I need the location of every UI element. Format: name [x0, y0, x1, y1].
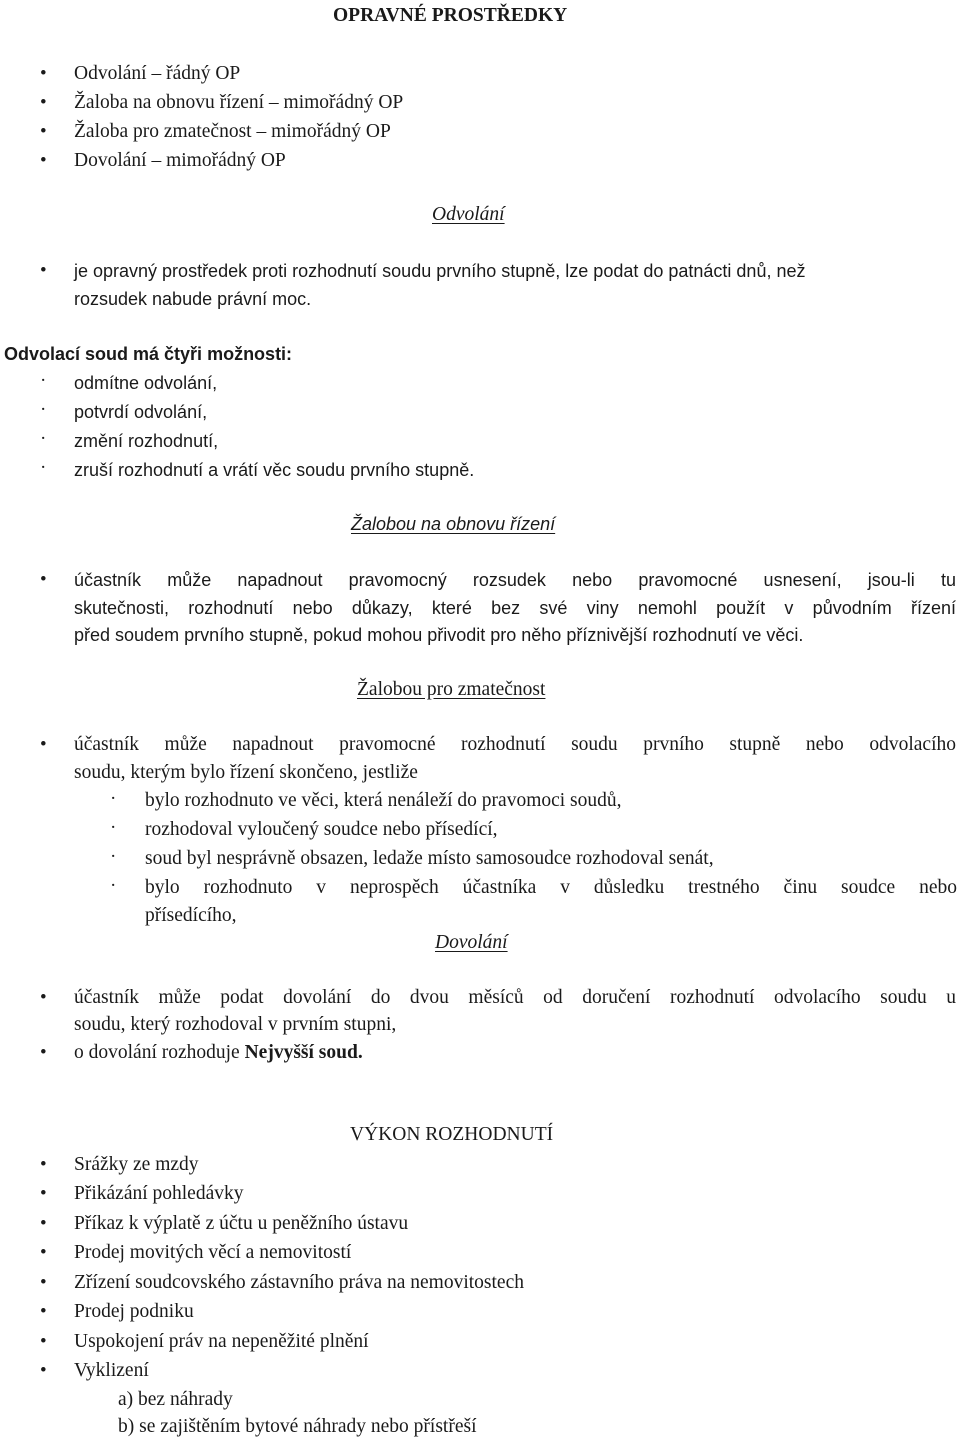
dot-marker: ·	[110, 817, 117, 838]
option-item: odmítne odvolání,	[74, 373, 218, 393]
sub-item: rozhodoval vyloučený soudce nebo přísedící,	[145, 819, 498, 840]
paragraph-line: skutečnosti, rozhodnutí nebo důkazy, které bez své viny nemohl použít v původním řízení	[74, 598, 956, 618]
list-item: Zřízení soudcovského zástavního práva na nemovitostech	[74, 1272, 524, 1293]
page-title: OPRAVNÉ PROSTŘEDKY	[333, 5, 568, 26]
paragraph-line: před soudem prvního stupně, pokud mohou přivodit pro něho příznivější rozhodnutí ve věci.	[74, 625, 804, 645]
list-item: Srážky ze mzdy	[74, 1154, 199, 1175]
dot-marker: ·	[40, 457, 47, 478]
sub-list-item: b) se zajištěním bytové náhrady nebo přístřeší	[118, 1416, 477, 1437]
sub-item: přísedícího,	[145, 905, 237, 926]
list-item: Vyklizení	[74, 1360, 149, 1381]
list-item: Prodej movitých věcí a nemovitostí	[74, 1242, 352, 1263]
sub-item: bylo rozhodnuto ve věci, která nenáleží do pravomoci soudů,	[145, 790, 622, 811]
dot-marker: ·	[40, 399, 47, 420]
sub-list-item: a) bez náhrady	[118, 1389, 233, 1410]
dot-marker: ·	[110, 875, 117, 896]
list-item: Odvolání – řádný OP	[74, 63, 241, 84]
paragraph-line: účastník může podat dovolání do dvou měsíců od doručení rozhodnutí odvolacího soudu u	[74, 987, 956, 1008]
list-item: Prodej podniku	[74, 1301, 194, 1322]
option-item: změní rozhodnutí,	[74, 431, 219, 451]
paragraph-line: rozsudek nabude právní moc.	[74, 289, 312, 309]
bullet: •	[40, 1360, 47, 1381]
bullet: •	[40, 92, 47, 113]
bullet: •	[40, 1183, 47, 1204]
section-heading-zmatecnost: Žalobou pro zmatečnost	[357, 679, 546, 700]
section-heading-obnova: Žalobou na obnovu řízení	[351, 514, 556, 534]
list-item: Žaloba na obnovu řízení – mimořádný OP	[74, 92, 404, 113]
option-item: zruší rozhodnutí a vrátí věc soudu prvního stupně.	[74, 460, 475, 480]
bullet: •	[40, 987, 47, 1008]
section-heading-odvolani: Odvolání	[432, 204, 505, 225]
option-item: potvrdí odvolání,	[74, 402, 208, 422]
sub-item: bylo rozhodnuto v neprospěch účastníka v důsledku trestného činu soudce nebo	[145, 877, 957, 898]
supreme-court-label: Nejvyšší soud.	[244, 1042, 363, 1063]
bullet: •	[40, 734, 47, 755]
list-item: Uspokojení práv na nepeněžité plnění	[74, 1331, 369, 1352]
paragraph-line	[74, 1042, 363, 1064]
section-title-vykon: VÝKON ROZHODNUTÍ	[350, 1124, 554, 1145]
bullet: •	[40, 1272, 47, 1293]
paragraph-line: je opravný prostředek proti rozhodnutí soudu prvního stupně, lze podat do patnácti dnů, než	[74, 261, 806, 281]
list-item: Žaloba pro zmatečnost – mimořádný OP	[74, 121, 391, 142]
dot-marker: ·	[110, 788, 117, 809]
list-item: Dovolání – mimořádný OP	[74, 150, 286, 171]
bullet: •	[40, 1331, 47, 1352]
paragraph-line: účastník může napadnout pravomocné rozhodnutí soudu prvního stupně nebo odvolacího	[74, 734, 956, 755]
bullet: •	[40, 1213, 47, 1234]
bullet: •	[40, 1301, 47, 1322]
paragraph-line: účastník může napadnout pravomocný rozsudek nebo pravomocné usnesení, jsou-li tu	[74, 570, 956, 590]
bullet: •	[40, 260, 47, 281]
bullet: •	[40, 63, 47, 84]
paragraph-line: soudu, kterým bylo řízení skončeno, jestliže	[74, 762, 418, 783]
list-item: Příkaz k výplatě z účtu u peněžního ústavu	[74, 1213, 409, 1234]
options-title: Odvolací soud má čtyři možnosti:	[4, 344, 293, 364]
dot-marker: ·	[40, 428, 47, 449]
paragraph-text: o dovolání rozhoduje	[74, 1042, 245, 1063]
section-heading-dovolani: Dovolání	[435, 932, 508, 953]
bullet: •	[40, 1242, 47, 1263]
list-item: Přikázání pohledávky	[74, 1183, 244, 1204]
bullet: •	[40, 569, 47, 590]
sub-item: soud byl nesprávně obsazen, ledaže místo samosoudce rozhodoval senát,	[145, 848, 714, 869]
bullet: •	[40, 1042, 47, 1063]
bullet: •	[40, 121, 47, 142]
bullet: •	[40, 150, 47, 171]
dot-marker: ·	[110, 846, 117, 867]
bullet: •	[40, 1154, 47, 1175]
dot-marker: ·	[40, 370, 47, 391]
paragraph-line: soudu, který rozhodoval v prvním stupni,	[74, 1014, 397, 1035]
